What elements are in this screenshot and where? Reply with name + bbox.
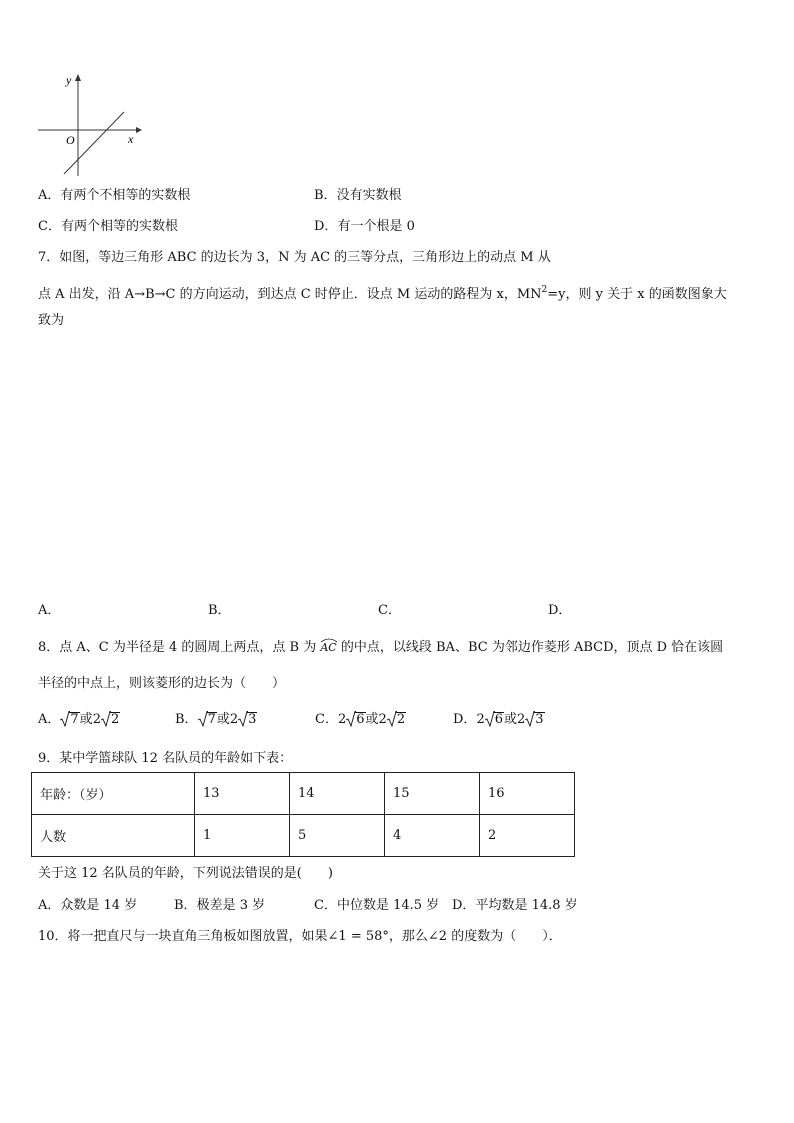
square-root: 3 <box>238 710 257 730</box>
table-cell: 15 <box>385 773 480 815</box>
age-table <box>31 772 575 857</box>
q7-option-d[interactable]: D． <box>548 603 572 618</box>
table-row <box>32 815 575 857</box>
q9-option-b[interactable]: B．极差是 3 岁 <box>174 898 266 913</box>
option-letter: B． <box>314 188 337 203</box>
q7-stem-line-2: 点 A 出发，沿 A→B→C 的方向运动，到达点 C 时停止．设点 M 运动的路程为 x，$MN^2=y$，则 y 关于 x 的函数图象大 <box>38 285 727 302</box>
square-root: 3 <box>525 710 544 730</box>
table-cell: 1 <box>195 815 290 857</box>
option-text: 有两个相等的实数根 <box>60 219 178 234</box>
coefficient: 2 <box>229 712 239 727</box>
q8-stem-line-1: 8．点 A、C 为半径是 4 的圆周上两点，点 B 为 AC 的中点，以线段 BA、BC 为邻边作菱形 ABCD，顶点 D 恰在该圆 <box>38 640 724 655</box>
x-axis-label: x <box>128 132 134 146</box>
option-letter: A． <box>38 188 61 203</box>
y-axis-label: y <box>66 73 72 87</box>
q6-option-c[interactable] <box>38 217 178 237</box>
table-row <box>32 773 575 815</box>
square-root: 7 <box>60 710 79 730</box>
table-cell: 4 <box>385 815 480 857</box>
q7-stem-line-1: 7．如图，等边三角形 ABC 的边长为 3，N 为 AC 的三等分点，三角形边上的动点 M 从 <box>38 250 551 265</box>
coefficient: 2 <box>378 712 387 727</box>
option-text: 有一个根是 0 <box>337 219 415 234</box>
option-letter: A． <box>38 712 61 727</box>
or-word: 或 <box>79 712 93 727</box>
table-cell: 年龄：（岁） <box>32 773 195 815</box>
q7-option-c[interactable]: C． <box>378 603 401 618</box>
square-root: 7 <box>198 710 217 730</box>
square-root: 6 <box>346 710 365 730</box>
square-root: 6 <box>485 710 504 730</box>
table-cell: 14 <box>290 773 385 815</box>
q10-stem: 10．将一把直尺与一块直角三角板如图放置，如果∠1 = 58°，那么∠2 的度数为（ ）． <box>38 929 562 944</box>
arc-ac-label: AC <box>320 641 337 654</box>
table-cell: 2 <box>480 815 575 857</box>
option-letter: B． <box>175 712 198 727</box>
q8-option-c[interactable] <box>315 710 406 730</box>
or-word: 或 <box>365 712 379 727</box>
q9-option-c[interactable]: C．中位数是 14.5 岁 <box>314 898 440 913</box>
q7-option-b[interactable]: B． <box>208 603 231 618</box>
option-letter: C． <box>38 219 61 234</box>
q9-option-a[interactable]: A．众数是 14 岁 <box>38 898 138 913</box>
table-cell: 13 <box>195 773 290 815</box>
q6-option-a[interactable] <box>38 186 190 206</box>
q9-option-d[interactable]: D．平均数是 14.8 岁 <box>452 898 578 913</box>
option-text: 有两个不相等的实数根 <box>60 188 191 203</box>
option-letter: C． <box>315 712 338 727</box>
q8-stem-line-2: 半径的中点上，则该菱形的边长为（ ） <box>38 676 286 691</box>
or-word: 或 <box>504 712 518 727</box>
square-root: 2 <box>387 710 406 730</box>
q8-option-a[interactable] <box>38 710 120 730</box>
linear-function-graph <box>34 72 144 182</box>
option-letter: D． <box>453 712 477 727</box>
q9-stem: 9．某中学篮球队 12 名队员的年龄如下表： <box>38 751 293 766</box>
q7-stem-line-3: 致为 <box>38 313 65 328</box>
option-letter: D． <box>314 219 338 234</box>
q6-option-d[interactable] <box>314 217 415 237</box>
table-cell: 5 <box>290 815 385 857</box>
coefficient: 2 <box>517 712 526 727</box>
q7-option-a[interactable]: A． <box>38 603 61 618</box>
square-root: 2 <box>101 710 120 730</box>
table-cell: 16 <box>480 773 575 815</box>
origin-label: O <box>66 133 75 147</box>
q9-question: 关于这 12 名队员的年龄，下列说法错误的是( ) <box>38 866 333 881</box>
coefficient: 2 <box>337 712 347 727</box>
table-cell: 人数 <box>32 815 195 857</box>
q6-option-b[interactable] <box>314 186 402 206</box>
q8-option-d[interactable] <box>453 710 545 730</box>
coefficient: 2 <box>476 712 485 727</box>
option-text: 没有实数根 <box>336 188 402 203</box>
coefficient: 2 <box>92 712 101 727</box>
q8-option-b[interactable] <box>175 710 257 730</box>
or-word: 或 <box>216 712 230 727</box>
